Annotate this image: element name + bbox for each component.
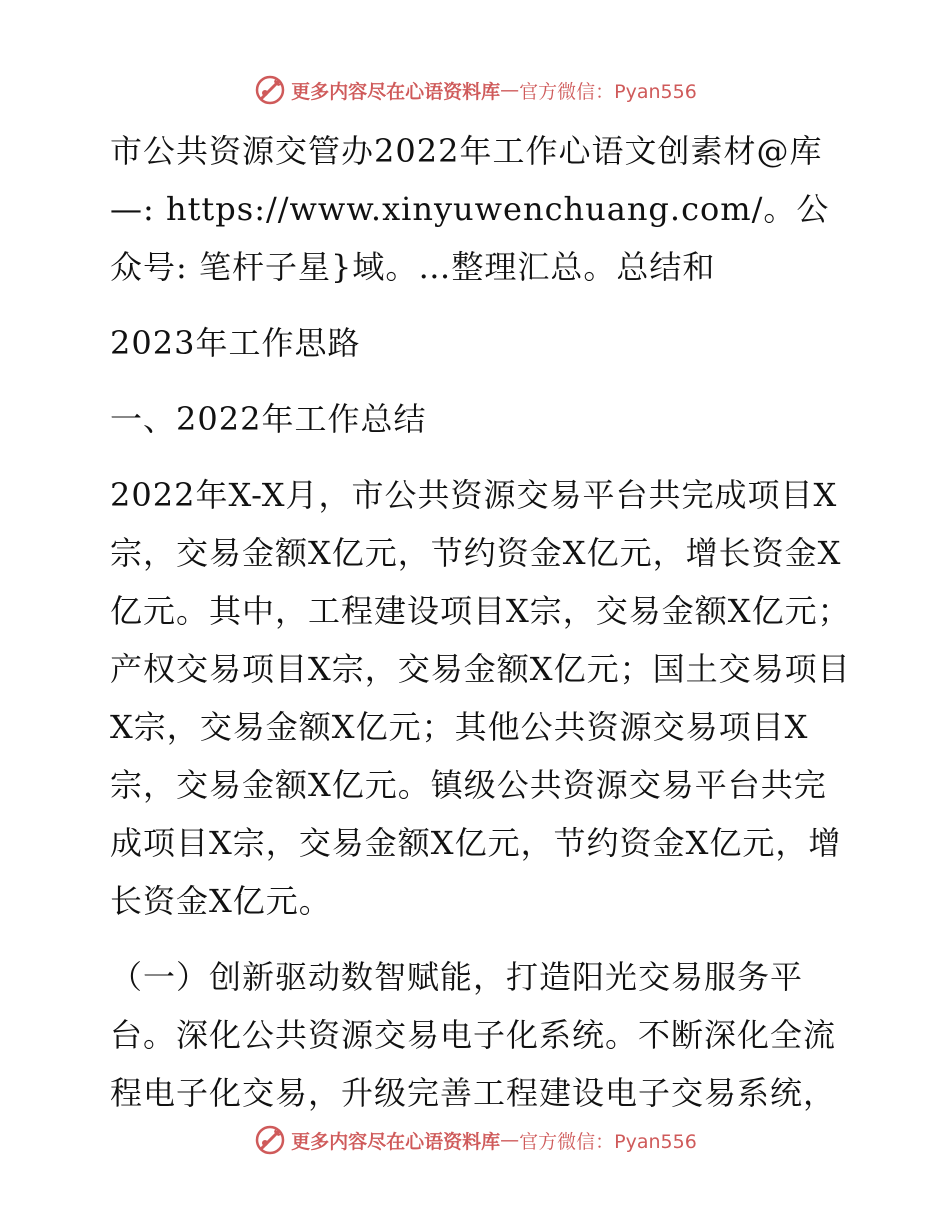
- section-heading: 一、2022年工作总结: [110, 400, 427, 438]
- document-body: [98, 122, 858, 1140]
- watermark-text: 更多内容尽在心语资料库: [291, 80, 501, 103]
- footer-watermark: [0, 1118, 950, 1162]
- watermark-text: 更多内容尽在心语资料库: [291, 1130, 501, 1153]
- title-block: 市公共资源交管办2022年工作心语文创素材@库—: https://www.xinyuwenchuang.com/。公众号: 笔杆子星}域。…整理汇总。总结和: [110, 132, 830, 286]
- watermark-logo-icon: [253, 1123, 287, 1157]
- watermark-contact: 官方微信：Pyan556: [519, 80, 697, 103]
- document-subtitle: 2023年工作思路: [110, 324, 361, 362]
- watermark-dash: —: [500, 79, 520, 101]
- watermark-dash: —: [500, 1129, 520, 1151]
- section-paragraph: （一）创新驱动数智赋能，打造阳光交易服务平台。深化公共资源交易电子化系统。不断深化全流程电子化交易，升级完善工程建设电子交易系统，: [110, 958, 837, 1112]
- watermark-logo-icon: [253, 73, 287, 107]
- header-watermark: [0, 68, 950, 112]
- summary-paragraph: 2022年X-X月，市公共资源交易平台共完成项目X宗，交易金额X亿元，节约资金X亿元，增长资金X亿元。其中，工程建设项目X宗，交易金额X亿元；产权交易项目X宗，交易金额X亿元；国土交易项目X宗，交易金额X亿元；其他公共资源交易项目X宗，交易金额X亿元。镇级公共资源交易平台共完成项目X宗，交易金额X亿元，节约资金X亿元，增长资金X亿元。: [110, 476, 851, 920]
- watermark-contact: 官方微信：Pyan556: [519, 1130, 697, 1153]
